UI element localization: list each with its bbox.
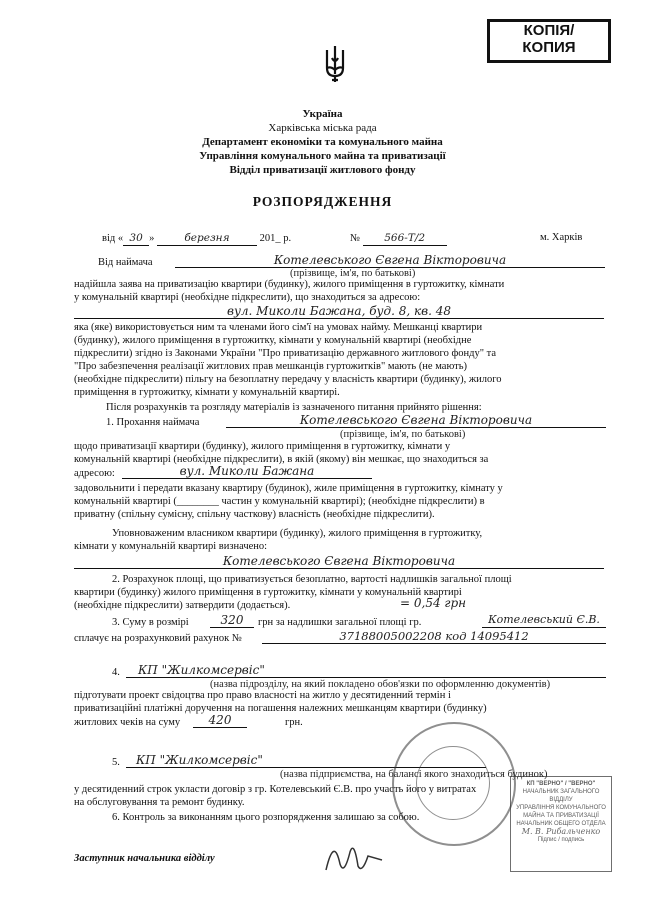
item4-hint: (назва підрозділу, на який покладено обов'язки по оформленню документів)	[210, 679, 551, 690]
item4-cheques-label: житлових чеків на суму	[74, 717, 181, 728]
item1-line3: комунальній квартирі (необхідне підкреслити), в якій (якому) він мешкає, що знаходиться за	[74, 454, 489, 465]
city: м. Харків	[540, 232, 583, 243]
date-mid: »	[149, 233, 155, 244]
item2-area-value: = 0,54 грн	[400, 596, 467, 610]
order-number-value: 566-Т/2	[363, 232, 447, 246]
p1-line3: яка (яке) використовується ним та членами його сім'ї на умовах найму. Мешканці квартири	[74, 322, 483, 333]
item5-line3: на обслуговування та ремонт будинку.	[74, 797, 245, 808]
trident-emblem-icon	[323, 44, 347, 84]
applicant-name: Котелевського Євгена Вікторовича	[175, 254, 605, 268]
item4-line3: приватизаційні платіжні доручення на погашення належних мешканцям квартири (будинку)	[74, 703, 487, 714]
certification-stamp	[510, 776, 612, 872]
item1-address: вул. Миколи Бажана	[122, 465, 372, 479]
p1-line6: "Про забезпечення реалізації житлових прав мешканців гуртожитків" мають (не мають)	[74, 361, 468, 372]
p1-line2: у комунальній квартирі (необхідне підкреслити), що знаходиться за адресою:	[74, 292, 421, 303]
copy-stamp	[487, 19, 611, 63]
applicant-label: Від наймача	[98, 257, 153, 268]
item3-account-label: сплачує на розрахунковий рахунок №	[74, 633, 242, 644]
item3-payer: Котелевський Є.В.	[482, 614, 606, 628]
item3-account: 37188005002208 код 14095412	[262, 630, 606, 644]
address-value: вул. Миколи Бажана, буд. 8, кв. 48	[74, 305, 604, 319]
p1-line8: приміщення в гуртожитку, кімнати у комунальній квартирі.	[74, 387, 340, 398]
header-directorate: Управління комунального майна та приватизації	[199, 150, 446, 162]
decision-intro: Після розрахунків та розгляду матеріалів із зазначеного питання прийнято рішення:	[106, 402, 482, 413]
item4-cheques-tail: грн.	[285, 717, 303, 728]
order-number	[350, 232, 447, 246]
item2-line2: квартири (будинку) жилого приміщення в гуртожитку, кімнати у комунальній квартирі	[74, 587, 462, 598]
header-department: Департамент економіки та комунального майна	[202, 136, 443, 148]
item1-line8: Уповноваженим власником квартири (будинку), жилого приміщення в гуртожитку,	[112, 528, 483, 539]
item4-org: КП "Жилкомсервіс"	[126, 664, 606, 678]
item1-line7: приватну (спільну сумісну, спільну часткову) власність (необхідне підкреслити).	[74, 509, 435, 520]
cert-stamp-line2: НАЧАЛЬНИК ЗАГАЛЬНОГО ВІДДІЛУ	[522, 789, 600, 803]
item1-address-label: адресою:	[74, 468, 115, 479]
p1-line4: (будинку), жилого приміщення в гуртожитку, кімнати у комунальній квартирі (необхідне	[74, 335, 472, 346]
p1-line7: (необхідне підкреслити) пільгу на безоплатну передачу у власність квартири (будинку), жилого	[74, 374, 502, 385]
item5-label: 5.	[112, 757, 120, 768]
item5-hint: (назва підприємства, на балансі якого знаходиться будинок)	[280, 769, 548, 780]
item1-line5: задовольнити і передати вказану квартиру (будинок), жиле приміщення в гуртожитку, кімнату у	[74, 483, 503, 494]
p1-line1: надійшла заява на приватизацію квартири (будинку), жилого приміщення в гуртожитку, кімнати	[74, 279, 505, 290]
item1-line6: комунальній квартирі (________ частин у комунальній квартирі); (необхідне підкреслити) в	[74, 496, 485, 507]
item3-label: 3. Суму в розмірі	[112, 617, 189, 628]
header-council: Харківська міська рада	[268, 122, 377, 134]
item4-label: 4.	[112, 667, 120, 678]
item1-name: Котелевського Євгена Вікторовича	[226, 414, 606, 428]
cert-stamp-line5: М. В. Рибальченко	[521, 827, 601, 836]
item4-cheques-sum: 420	[193, 714, 247, 728]
item5-org: КП "Жилкомсервіс"	[126, 754, 486, 768]
item6: 6. Контроль за виконанням цього розпорядження залишаю за собою.	[112, 812, 420, 823]
header-section: Відділ приватизації житлового фонду	[229, 164, 416, 176]
item1-owner: Котелевського Євгена Вікторовича	[74, 555, 604, 569]
header-country: Україна	[302, 108, 343, 120]
copy-stamp-line2: КОПИЯ	[522, 39, 576, 56]
item2-line1: 2. Розрахунок площі, що приватизується безоплатно, вартості надлишків загальної площі	[112, 574, 512, 585]
item1-hint: (прізвище, ім'я, по батькові)	[340, 429, 466, 440]
signature-label: Заступник начальника відділу	[74, 853, 215, 864]
cert-stamp-line3: УПРАВЛІННЯ КОМУНАЛЬНОГО МАЙНА ТА ПРИВАТИЗАЦІЇ	[516, 805, 606, 819]
p1-line5: підкреслити) згідно із Законами України "Про приватизацію державного житлового фонду" та	[74, 348, 497, 359]
date-line	[102, 232, 291, 246]
item3-sum: 320	[210, 614, 254, 628]
round-seal-inner	[416, 746, 490, 820]
copy-stamp-line1: КОПІЯ/	[523, 22, 575, 39]
item1-line2: щодо приватизації квартири (будинку), жилого приміщення в гуртожитку, кімнати у	[74, 441, 451, 452]
date-month: березня	[157, 232, 257, 246]
item4-line2: підготувати проект свідоцтва про право власності на житло у десятиденний термін і	[74, 690, 451, 701]
date-day: 30	[123, 232, 149, 246]
item3-mid: грн за надлишки загальної площі гр.	[258, 617, 422, 628]
applicant-hint: (прізвище, ім'я, по батькові)	[290, 268, 416, 279]
cert-stamp-line6: Підпис / подпись	[537, 837, 585, 843]
item5-line2: у десятиденний строк укласти договір з гр. Котелевський Є.В. про участь його у витратах	[74, 784, 477, 795]
item1-label: 1. Прохання наймача	[106, 417, 200, 428]
item2-line3: (необхідне підкреслити) затвердити (додається).	[74, 600, 291, 611]
date-year: 201_ р.	[259, 233, 292, 244]
cert-stamp-line4: НАЧАЛЬНИК ОБЩЕГО ОТДЕЛА	[516, 821, 606, 827]
signature-scribble-icon	[322, 830, 392, 880]
document-title: РОЗПОРЯДЖЕННЯ	[252, 194, 393, 209]
order-number-label: №	[350, 233, 361, 244]
cert-stamp-line1: КП "ВЕРНО" / "ВЕРНО"	[526, 781, 596, 787]
item1-line9: кімнати у комунальній квартирі визначено:	[74, 541, 268, 552]
date-prefix: від «	[102, 233, 124, 244]
